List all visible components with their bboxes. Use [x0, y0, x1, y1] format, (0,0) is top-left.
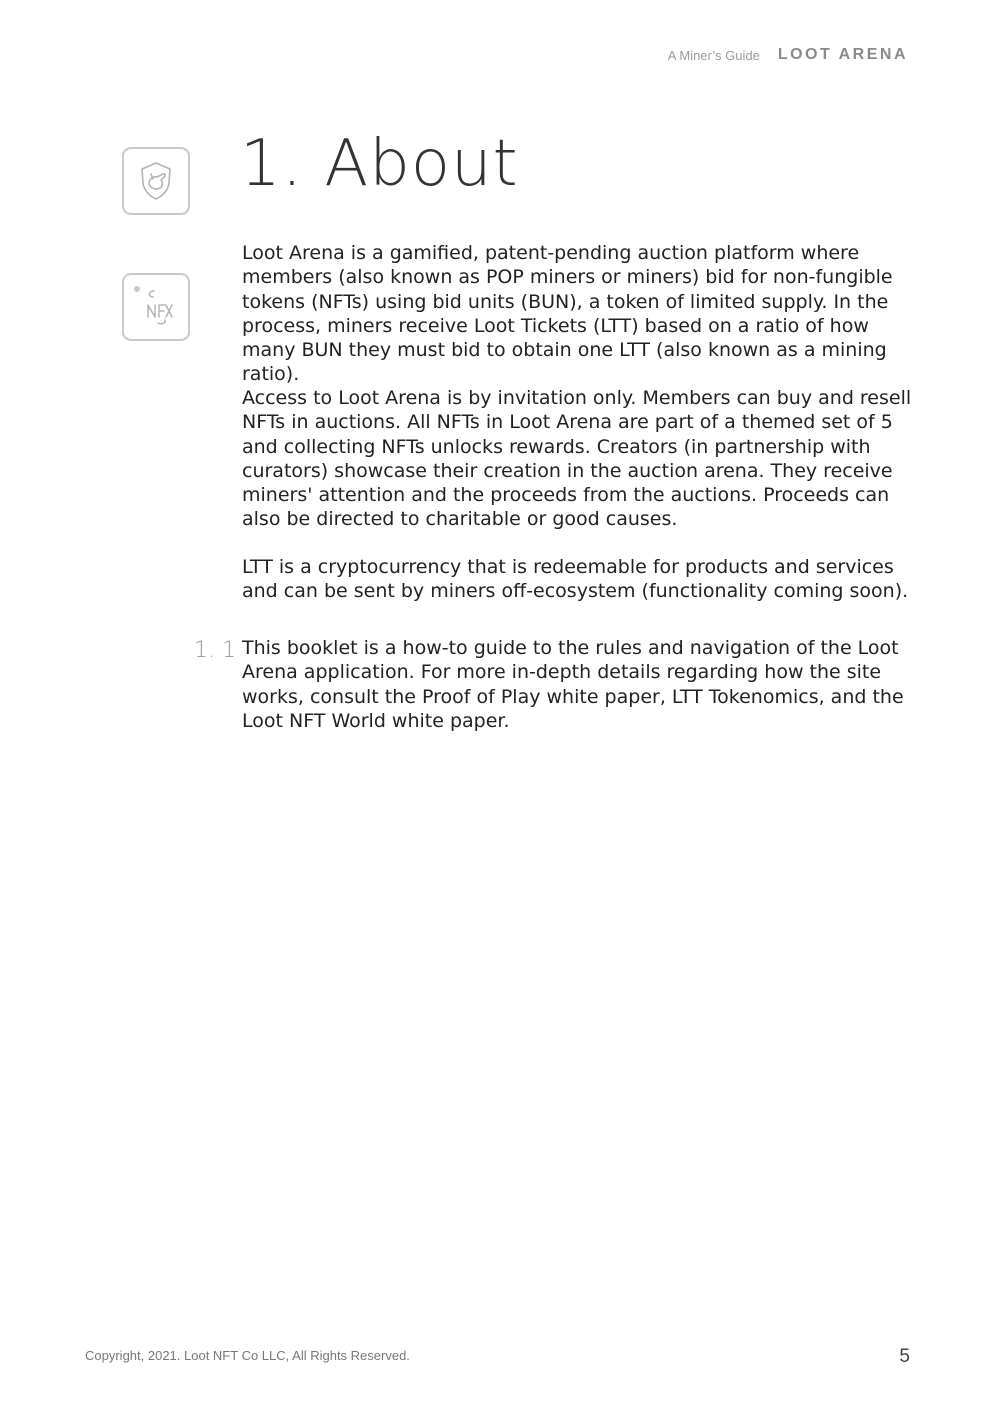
paragraph-ltt: LTT is a cryptocurrency that is redeemable for products and services and can be sent by miners off-ecosystem (functionality coming soon).: [242, 556, 909, 603]
nft-badge-icon: [122, 273, 190, 341]
section-title: 1. About: [240, 127, 519, 201]
page-number: 5: [899, 1346, 910, 1367]
footer-copyright: Copyright, 2021. Loot NFT Co LLC, All Rights Reserved.: [85, 1348, 410, 1363]
subsection-number: 1. 1: [194, 638, 236, 663]
brand-logo: LOOT ARENA: [777, 46, 908, 63]
shield-hand-icon: [122, 147, 190, 215]
paragraph-booklet: This booklet is a how-to guide to the rules and navigation of the Loot Arena application. For more in-depth details regarding how the site works, consult the Proof of Play white paper, LTT Tokenomics, and the Loot NFT World white paper.: [242, 637, 904, 732]
page-header: [668, 46, 908, 64]
guide-subtitle: A Miner’s Guide: [667, 47, 760, 63]
paragraph-intro: Loot Arena is a gamified, patent-pending auction platform where members (also known as POP miners or miners) bid for non-fungible tokens (NFTs) using bid units (BUN), a token of limited supply. In the process, miners receive Loot Tickets (LTT) based on a ratio of how many BUN they must bid to obtain one LTT (also known as a mining ratio).: [242, 242, 893, 386]
paragraph-access: Access to Loot Arena is by invitation only. Members can buy and resell NFTs in auctions. All NFTs in Loot Arena are part of a themed set of 5 and collecting NFTs unlocks rewards. Creators (in partnership with curators) showcase their creation in the auction arena. They receive miners' attention and the proceeds from the auctions. Proceeds can also be directed to charitable or good causes.: [242, 387, 912, 531]
